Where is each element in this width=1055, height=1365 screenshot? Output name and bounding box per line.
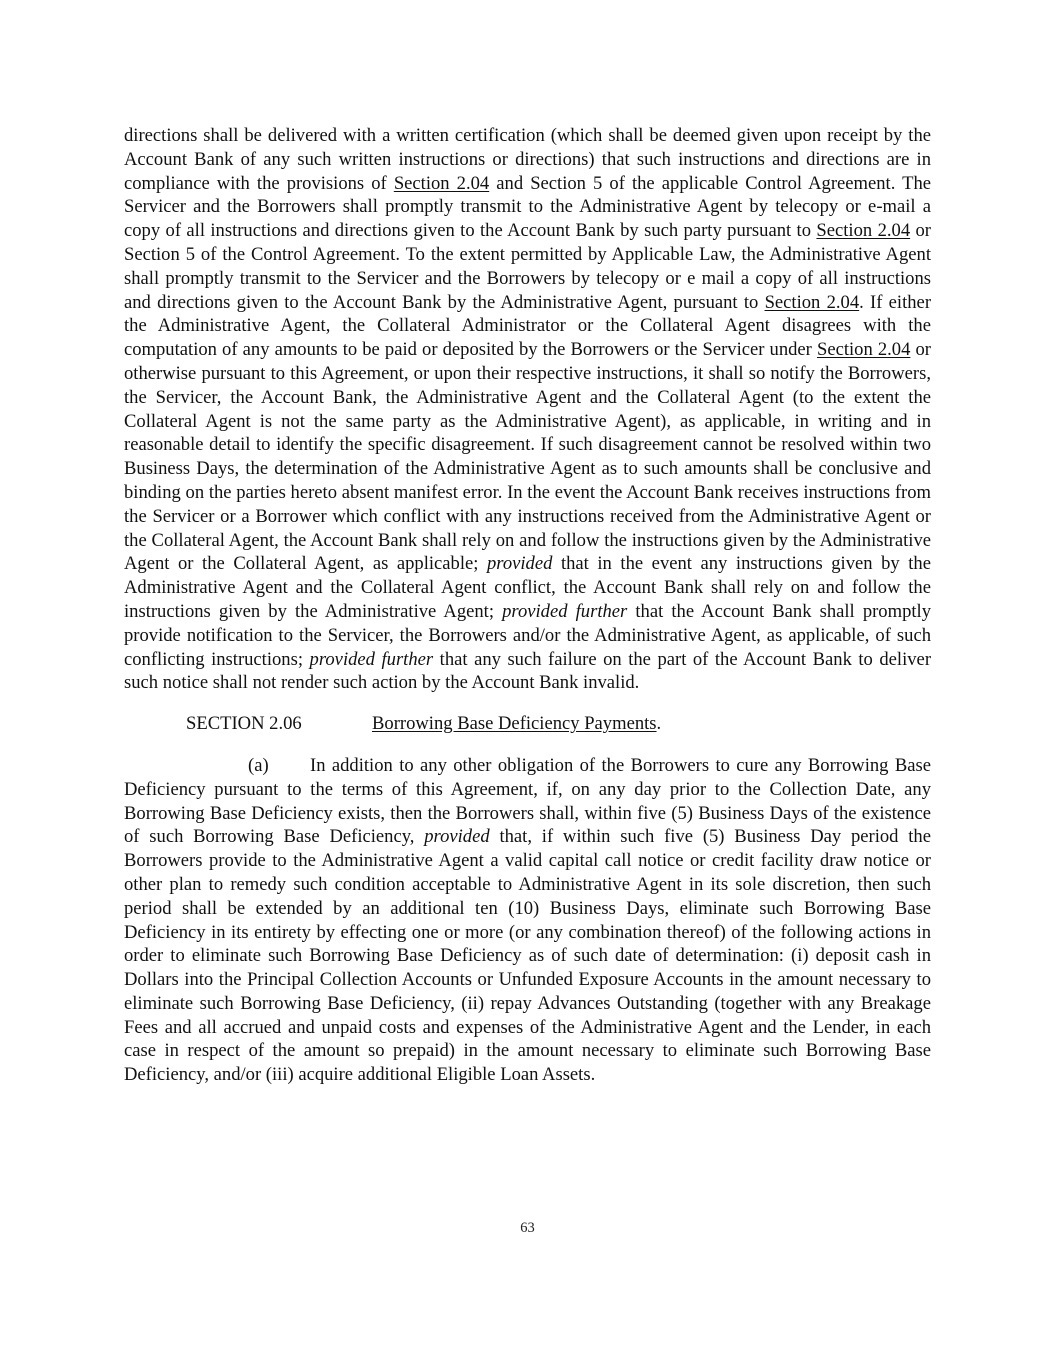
section-number: SECTION 2.06	[186, 713, 302, 735]
section-title: Borrowing Base Deficiency Payments	[372, 713, 657, 735]
text-run: In addition to any other obligation of the Borrowers to cure any Borrowing Base Deficiency pursuant to the terms of this Agreement, if, on any day prior to the Collection Date, any Borrowing Base Deficiency exists, then the Borrowers shall, within five (5) Business Days of the existence of such Borrowing Base Deficiency,	[124, 754, 931, 848]
text-run: or Section 5 of the Control Agreement. To the extent permitted by Applicable Law, the Administrative Agent shall promptly transmit to the Servicer and the Borrowers by telecopy or e mail a copy of all instructions and directions given to the Account Bank by the Administrative Agent, pursuant to	[124, 220, 932, 313]
text-run: directions shall be delivered with a written certification (which shall be deemed given upon receipt by the Account Bank of any such written instructions or directions) that such instructions and directions are in compliance with the provisions of	[124, 125, 931, 194]
text-run: or otherwise pursuant to this Agreement, or upon their respective instructions, it shall so notify the Borrowers, the Servicer, the Account Bank, the Administrative Agent and the Collateral Agent (to the extent the Collateral Agent is not the same party as the Administrative Agent), as applicable, in writing and in reasonable detail to identify the specific disagreement. If such disagreement cannot be resolved within two Business Days, the determination of the Administrative Agent as to such amounts shall be conclusive and binding on the parties hereto absent manifest error. In the event the Account Bank receives instructions from the Servicer or a Borrower which conflict with any instructions received from the Administrative Agent or the Collateral Agent, the Account Bank shall rely on and follow the instructions given by the Administrative Agent or the Collateral Agent, as applicable;	[124, 339, 931, 575]
text-run: that in the event any instructions given by the Administrative Agent and the Collateral Agent conflict, the Account Bank shall rely on and follow the instructions given by the Administrative Agent;	[124, 553, 931, 622]
provided-further-emphasis: provided further	[309, 648, 434, 670]
page-number: 63	[520, 1220, 535, 1236]
text-run: that, if within such five (5) Business Day period the Borrowers provide to the Administrative Agent a valid capital call notice or credit facility draw notice or other plan to remedy such condition acceptable to Administrative Agent in its sole discretion, then such period shall be extended by an additional ten (10) Business Days, eliminate such Borrowing Base Deficiency in its entirety by effecting one or more (or any combination thereof) of the following actions in order to eliminate such Borrowing Base Deficiency as of such date of determination: (i) deposit cash in Dollars into the Principal Collection Accounts or Unfunded Exposure Accounts in the amount necessary to eliminate such Borrowing Base Deficiency, (ii) repay Advances Outstanding (together with any Breakage Fees and all accrued and unpaid costs and expenses of the Administrative Agent and the Lender, in each case in respect of the amount so prepaid) in the amount necessary to eliminate such Borrowing Base Deficiency, and/or (iii) acquire additional Eligible Loan Assets.	[124, 826, 931, 1086]
continuation-paragraph	[124, 124, 931, 695]
text-run: that any such failure on the part of the Account Bank to deliver such notice shall not render such action by the Account Bank invalid.	[124, 648, 932, 694]
section-heading	[186, 712, 931, 736]
section-title-period: .	[656, 713, 662, 735]
section-2-04-reference: Section 2.04	[816, 339, 911, 361]
document-page	[124, 124, 931, 1087]
paragraph-a	[124, 754, 931, 1087]
section-2-04-reference: Section 2.04	[393, 172, 490, 194]
section-2-04-reference: Section 2.04	[764, 291, 860, 313]
paragraph-label: (a)	[248, 754, 269, 776]
text-run: and Section 5 of the applicable Control Agreement. The Servicer and the Borrowers shall promptly transmit to the Administrative Agent by telecopy or e-mail a copy of all instructions and directions given to the Account Bank by such party pursuant to	[124, 172, 931, 242]
text-run: that the Account Bank shall promptly provide notification to the Servicer, the Borrowers and/or the Administrative Agent, as applicable, of such conflicting instructions;	[124, 600, 931, 670]
section-2-04-reference: Section 2.04	[816, 220, 911, 242]
text-run: . If either the Administrative Agent, the Collateral Administrator or the Collateral Agent disagrees with the computation of any amounts to be paid or deposited by the Borrowers or the Servicer under	[124, 291, 932, 361]
provided-further-emphasis: provided further	[502, 600, 628, 622]
provided-emphasis: provided	[424, 826, 490, 848]
provided-emphasis: provided	[486, 553, 553, 575]
